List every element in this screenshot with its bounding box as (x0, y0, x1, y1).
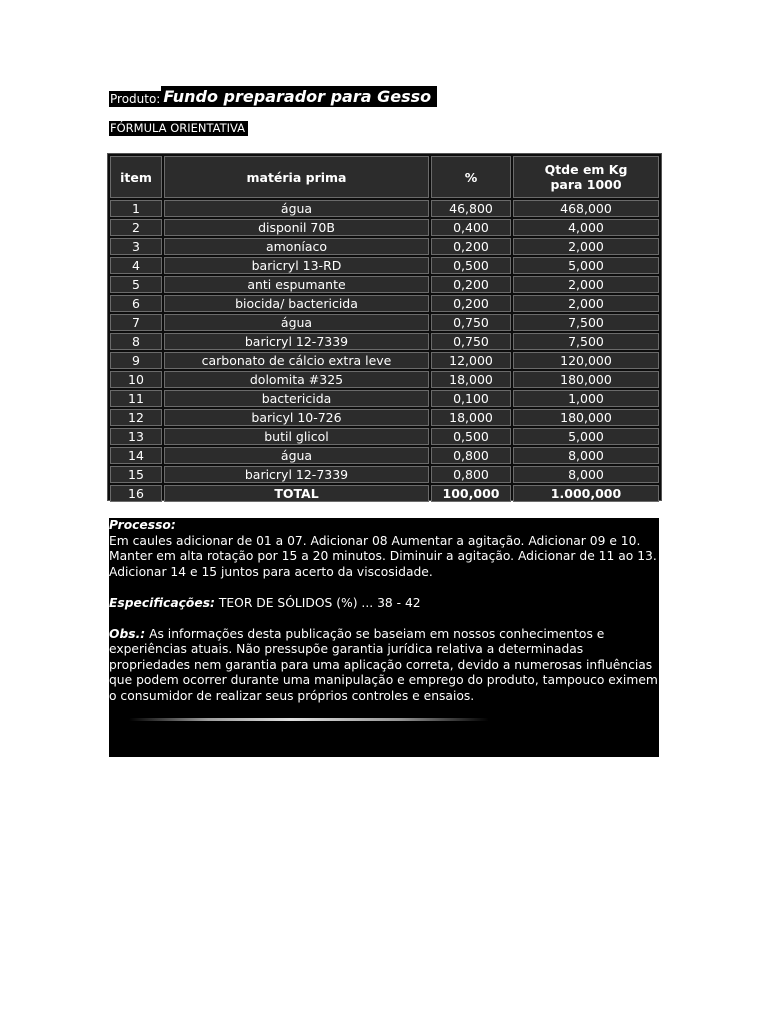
cell-quantity: 1,000 (513, 390, 659, 407)
product-name: Fundo preparador para Gesso (161, 86, 437, 107)
product-title-line (109, 86, 437, 107)
table-row (110, 428, 659, 445)
cell-material: água (164, 200, 429, 217)
cell-item: 2 (110, 219, 162, 236)
table-row (110, 200, 659, 217)
table-header-row (110, 156, 659, 198)
cell-item: 4 (110, 257, 162, 274)
table-row (110, 333, 659, 350)
cell-percent: 0,100 (431, 390, 511, 407)
process-text: Em caules adicionar de 01 a 07. Adicionar 08 Aumentar a agitação. Adicionar 09 e 10. Manter em alta rotação por 15 a 20 minutos. Diminuir a agitação. Adicionar de 11 ao 13. Adicionar 14 e 15 juntos para acerto da viscosidade. (109, 533, 657, 579)
cell-quantity: 8,000 (513, 466, 659, 483)
cell-item: 3 (110, 238, 162, 255)
cell-percent: 0,200 (431, 276, 511, 293)
cell-percent: 46,800 (431, 200, 511, 217)
table-row (110, 390, 659, 407)
obs-heading: Obs.: (109, 626, 146, 641)
cell-quantity: 180,000 (513, 409, 659, 426)
cell-quantity: 7,500 (513, 314, 659, 331)
cell-quantity: 2,000 (513, 295, 659, 312)
cell-item: 5 (110, 276, 162, 293)
cell-material: água (164, 447, 429, 464)
cell-percent: 12,000 (431, 352, 511, 369)
cell-material: disponil 70B (164, 219, 429, 236)
specifications-paragraph (109, 596, 659, 612)
table-row (110, 314, 659, 331)
cell-item: 10 (110, 371, 162, 388)
header-percent: % (431, 156, 511, 198)
header-quantity (513, 156, 659, 198)
cell-item: 13 (110, 428, 162, 445)
obs-paragraph (109, 627, 659, 705)
decorative-glow-divider (129, 718, 489, 721)
cell-item: 9 (110, 352, 162, 369)
notes-panel (109, 518, 659, 757)
cell-percent: 0,200 (431, 238, 511, 255)
cell-material: anti espumante (164, 276, 429, 293)
header-material: matéria prima (164, 156, 429, 198)
cell-item: 6 (110, 295, 162, 312)
table-row (110, 276, 659, 293)
table-row (110, 371, 659, 388)
cell-quantity: 8,000 (513, 447, 659, 464)
cell-item: 15 (110, 466, 162, 483)
cell-quantity: 468,000 (513, 200, 659, 217)
table-row (110, 409, 659, 426)
obs-text: As informações desta publicação se baseiam em nossos conhecimentos e experiências atuais. Não pressupõe garantia jurídica relativa a determinadas propriedades nem garantia para uma aplicação correta, devido a numerosas influências que podem ocorrer durante uma manipulação e emprego do produto, tampouco eximem o consumidor de realizar seus próprios controles e ensaios. (109, 626, 658, 703)
cell-item: 8 (110, 333, 162, 350)
cell-material: baricryl 13-RD (164, 257, 429, 274)
cell-item: 7 (110, 314, 162, 331)
cell-percent: 0,800 (431, 447, 511, 464)
cell-percent: 0,500 (431, 428, 511, 445)
cell-material: baricyl 10-726 (164, 409, 429, 426)
cell-percent: 0,200 (431, 295, 511, 312)
cell-material: biocida/ bactericida (164, 295, 429, 312)
table-row (110, 295, 659, 312)
table-row (110, 238, 659, 255)
cell-quantity: 2,000 (513, 276, 659, 293)
cell-item: 14 (110, 447, 162, 464)
cell-percent: 0,500 (431, 257, 511, 274)
cell-percent: 0,400 (431, 219, 511, 236)
cell-percent: 0,750 (431, 314, 511, 331)
table-row (110, 219, 659, 236)
cell-item: 12 (110, 409, 162, 426)
cell-material: bactericida (164, 390, 429, 407)
header-quantity-line2: para 1000 (550, 177, 622, 192)
table-row (110, 257, 659, 274)
cell-quantity: 180,000 (513, 371, 659, 388)
paragraph-spacer (109, 611, 659, 627)
cell-material: água (164, 314, 429, 331)
header-item: item (110, 156, 162, 198)
cell-material: carbonato de cálcio extra leve (164, 352, 429, 369)
process-paragraph (109, 518, 659, 580)
formula-label: FÓRMULA ORIENTATIVA (109, 121, 248, 136)
total-quantity: 1.000,000 (513, 485, 659, 502)
paragraph-spacer (109, 580, 659, 596)
cell-material: amoníaco (164, 238, 429, 255)
cell-material: dolomita #325 (164, 371, 429, 388)
table-row (110, 447, 659, 464)
cell-percent: 18,000 (431, 371, 511, 388)
cell-material: baricryl 12-7339 (164, 333, 429, 350)
cell-percent: 0,750 (431, 333, 511, 350)
formula-table (108, 154, 661, 504)
cell-material: butil glicol (164, 428, 429, 445)
total-percent: 100,000 (431, 485, 511, 502)
specifications-heading: Especificações: (109, 595, 215, 610)
cell-quantity: 4,000 (513, 219, 659, 236)
header-quantity-line1: Qtde em Kg (544, 162, 628, 177)
total-label: TOTAL (164, 485, 429, 502)
cell-percent: 0,800 (431, 466, 511, 483)
table-total-row (110, 485, 659, 502)
table-row (110, 352, 659, 369)
cell-quantity: 2,000 (513, 238, 659, 255)
total-item: 16 (110, 485, 162, 502)
cell-quantity: 5,000 (513, 257, 659, 274)
cell-quantity: 7,500 (513, 333, 659, 350)
cell-item: 1 (110, 200, 162, 217)
cell-material: baricryl 12-7339 (164, 466, 429, 483)
cell-quantity: 120,000 (513, 352, 659, 369)
process-heading: Processo: (109, 518, 176, 532)
cell-percent: 18,000 (431, 409, 511, 426)
specifications-text: TEOR DE SÓLIDOS (%) ... 38 - 42 (214, 595, 421, 610)
cell-item: 11 (110, 390, 162, 407)
table-row (110, 466, 659, 483)
cell-quantity: 5,000 (513, 428, 659, 445)
formula-table-container (107, 153, 662, 501)
product-label: Produto: (110, 92, 161, 106)
